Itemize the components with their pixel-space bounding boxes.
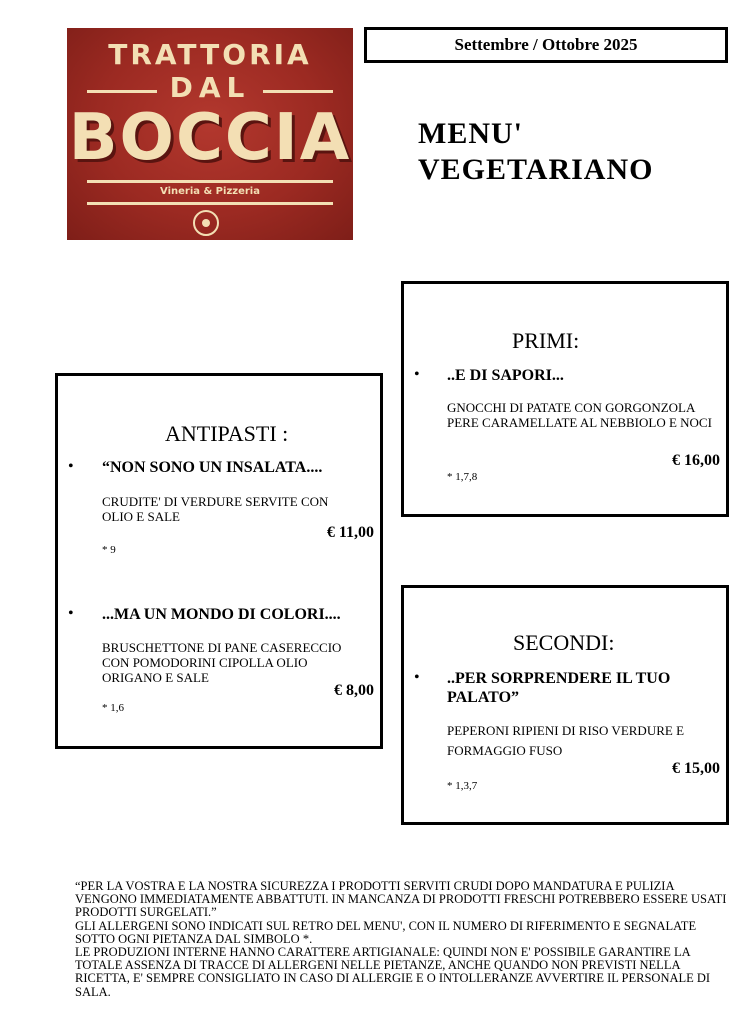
primi-heading: PRIMI: (512, 328, 580, 353)
dish-price: € 16,00 (672, 452, 720, 469)
dish-price: € 8,00 (334, 682, 374, 699)
logo-line-boccia: BOCCIA (68, 101, 352, 175)
restaurant-logo (67, 28, 353, 240)
dish-description: GNOCCHI DI PATATE CON GORGONZOLA PERE CARAMELLATE AL NEBBIOLO E NOCI (447, 400, 712, 430)
bullet-icon: • (68, 605, 74, 622)
bullet-icon: • (414, 669, 420, 686)
dish-price: € 15,00 (672, 760, 720, 777)
dish-name: “NON SONO UN INSALATA.... (102, 459, 323, 476)
antipasti-heading: ANTIPASTI : (165, 421, 289, 446)
dish-description: BRUSCHETTONE DI PANE CASERECCIO CON POMODORINI CIPOLLA OLIO ORIGANO E SALE (102, 640, 342, 685)
secondi-section (401, 585, 729, 825)
dish-description: CRUDITE' DI VERDURE SERVITE CON OLIO E SALE (102, 494, 329, 524)
dish-name: ..PER SORPRENDERE IL TUO PALATO” (447, 670, 671, 706)
menu-date-box: Settembre / Ottobre 2025 (364, 27, 728, 63)
bullet-icon: • (414, 366, 420, 383)
logo-line-dal: DAL (169, 71, 251, 104)
logo-rule (263, 90, 333, 93)
disclaimer-paragraph: “PER LA VOSTRA E LA NOSTRA SICUREZZA I PRODOTTI SERVITI CRUDI DOPO MANDATURA E PULIZIA VENGONO IMMEDIATAMENTE ABBATTUTI. IN MANCANZA DI PRODOTTI FRESCHI POTREBBERO ESSERE USATI PRODOTTI SURGELATI.” (75, 879, 727, 920)
dish-price: € 11,00 (326, 524, 374, 541)
logo-tagline: Vineria & Pizzeria (160, 186, 260, 197)
dish-allergens: * 1,7,8 (447, 471, 478, 483)
menu-title-line2: VEGETARIANO (418, 153, 654, 186)
primi-section (401, 281, 729, 517)
logo-rule (87, 202, 333, 205)
dish-allergens: * 1,3,7 (447, 780, 478, 792)
secondi-heading: SECONDI: (513, 630, 615, 655)
dish-description: PEPERONI RIPIENI DI RISO VERDURE E FORMAGGIO FUSO (447, 723, 685, 758)
menu-title (418, 116, 653, 188)
dish-name: ..E DI SAPORI... (447, 367, 564, 384)
logo-rule (87, 180, 333, 183)
logo-emblem-icon (193, 210, 219, 236)
menu-title-line1: MENU' (418, 117, 523, 150)
logo-rule (87, 90, 157, 93)
bullet-icon: • (68, 458, 74, 475)
dish-name: ...MA UN MONDO DI COLORI.... (102, 606, 341, 623)
dish-allergens: * 9 (102, 544, 116, 556)
antipasti-section (55, 373, 383, 749)
logo-line-trattoria: TRATTORIA (108, 38, 312, 71)
allergen-disclaimer (75, 880, 735, 999)
disclaimer-paragraph: LE PRODUZIONI INTERNE HANNO CARATTERE ARTIGIANALE: QUINDI NON E' POSSIBILE GARANTIRE LA TOTALE ASSENZA DI TRACCE DI ALLERGENI NELLE PIETANZE, ANCHE QUANDO NON PREVISTI NELLA RICETTA, E' SEMPRE CONSIGLIATO IN CASO DI ALLERGIE E O INTOLLERANZE AVVERTIRE IL PERSONALE DI SALA. (75, 945, 711, 999)
dish-allergens: * 1,6 (102, 702, 124, 714)
disclaimer-paragraph: GLI ALLERGENI SONO INDICATI SUL RETRO DEL MENU', CON IL NUMERO DI RIFERIMENTO E SEGNALATE SOTTO OGNI PIETANZA DAL SIMBOLO *. (75, 918, 697, 946)
